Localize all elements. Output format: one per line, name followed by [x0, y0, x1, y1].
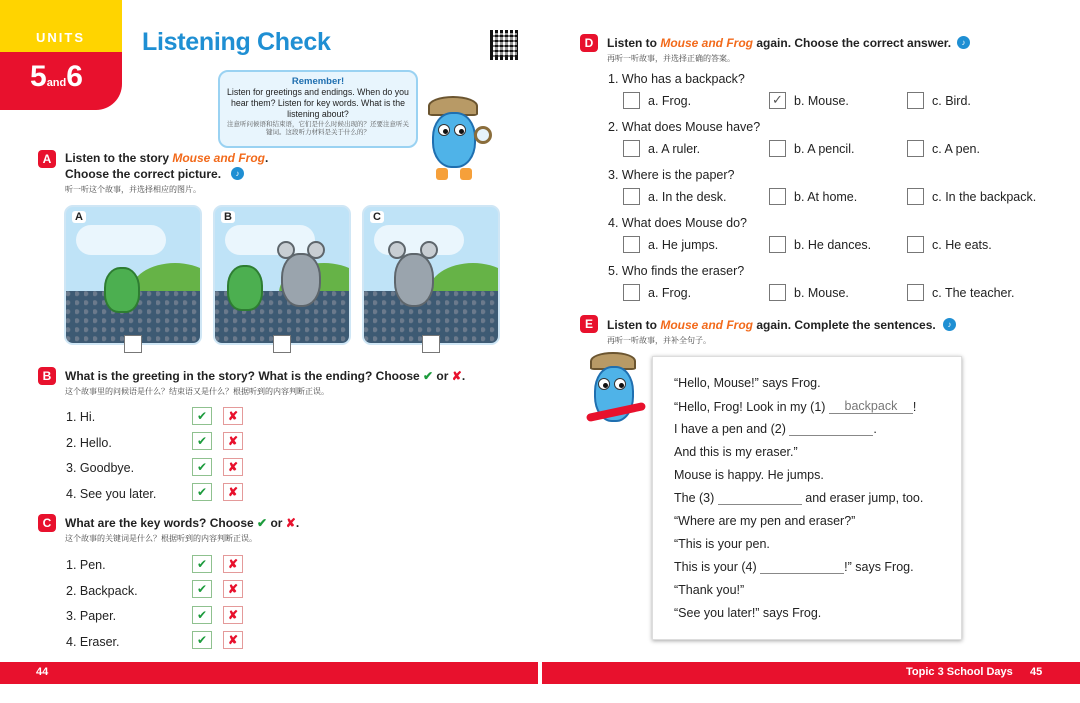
section-c-badge: C — [38, 514, 56, 532]
check-box[interactable]: ✔ — [192, 458, 212, 476]
section-a-chinese: 听一听这个故事，并选择相应的图片。 — [65, 185, 201, 194]
cross-box[interactable]: ✘ — [223, 631, 243, 649]
answer-option-a: a. A ruler. — [648, 142, 701, 156]
remember-bubble — [218, 70, 418, 148]
answer-option-a: a. He jumps. — [648, 238, 719, 252]
story-line: And this is my eraser.” — [674, 445, 798, 459]
units-label: UNITS — [36, 30, 85, 45]
keyword-item: 3. Paper. — [66, 609, 117, 623]
keyword-item: 4. Eraser. — [66, 635, 120, 649]
picture-c-label: C — [370, 211, 384, 223]
units-number: 5and6 — [30, 60, 83, 93]
page-bottom-margin — [0, 684, 1080, 703]
cross-box[interactable]: ✘ — [223, 458, 243, 476]
blank-4[interactable] — [760, 560, 844, 574]
greeting-item: 3. Goodbye. — [66, 461, 135, 475]
cross-box[interactable]: ✘ — [223, 483, 243, 501]
speaker-icon[interactable]: ♪ — [231, 167, 244, 180]
speaker-icon[interactable]: ♪ — [957, 36, 970, 49]
check-box[interactable]: ✔ — [192, 631, 212, 649]
answer-option-c: c. A pen. — [932, 142, 980, 156]
page-number-left: 44 — [36, 666, 49, 678]
section-c-chinese: 这个故事的关键词是什么？根据听到的内容判断正误。 — [65, 534, 257, 543]
question-text: 2. What does Mouse have? — [608, 120, 761, 134]
picture-b-label: B — [221, 211, 235, 223]
footer-divider — [538, 662, 542, 684]
answer-checkbox-b[interactable] — [769, 188, 786, 205]
page-number-right: 45 — [1030, 666, 1043, 678]
picture-a-label: A — [72, 211, 86, 223]
story-line: “Thank you!” — [674, 583, 745, 597]
greeting-item: 1. Hi. — [66, 410, 96, 424]
answer-option-b: b. A pencil. — [794, 142, 855, 156]
cross-box[interactable]: ✘ — [223, 407, 243, 425]
answer-checkbox-c[interactable] — [907, 236, 924, 253]
cross-box[interactable]: ✘ — [223, 555, 243, 573]
answer-option-a: a. Frog. — [648, 94, 692, 108]
blank-3[interactable] — [718, 491, 802, 505]
story-line: This is your (4) !” says Frog. — [674, 560, 914, 574]
explorer-character — [586, 352, 650, 442]
blank-1[interactable]: backpack — [829, 399, 913, 414]
section-e-title: Listen to Mouse and Frog again. Complete the sentences. — [607, 318, 936, 332]
answer-option-a: a. Frog. — [648, 286, 692, 300]
magnifier-icon — [474, 126, 492, 144]
picture-b-checkbox[interactable] — [273, 335, 291, 353]
answer-option-b: b. He dances. — [794, 238, 872, 252]
greeting-item: 2. Hello. — [66, 436, 112, 450]
answer-option-b: b. At home. — [794, 190, 858, 204]
section-d-badge: D — [580, 34, 598, 52]
answer-option-b: b. Mouse. — [794, 286, 849, 300]
question-text: 3. Where is the paper? — [608, 168, 735, 182]
answer-checkbox-c[interactable] — [907, 284, 924, 301]
cross-box[interactable]: ✘ — [223, 580, 243, 598]
question-text: 5. Who finds the eraser? — [608, 264, 745, 278]
answer-checkbox-a[interactable] — [623, 284, 640, 301]
story-line: “Hello, Mouse!” says Frog. — [674, 376, 821, 390]
cross-box[interactable]: ✘ — [223, 606, 243, 624]
check-box[interactable]: ✔ — [192, 555, 212, 573]
answer-option-c: c. Bird. — [932, 94, 971, 108]
answer-checkbox-b[interactable] — [769, 284, 786, 301]
section-a-badge: A — [38, 150, 56, 168]
story-line: “This is your pen. — [674, 537, 770, 551]
section-d-title: Listen to Mouse and Frog again. Choose the correct answer. — [607, 36, 952, 50]
picture-b[interactable] — [213, 205, 351, 345]
section-d-chinese: 再听一听故事，并选择正确的答案。 — [607, 54, 735, 63]
keyword-item: 1. Pen. — [66, 558, 106, 572]
answer-checkbox-b[interactable] — [769, 236, 786, 253]
question-text: 1. Who has a backpack? — [608, 72, 745, 86]
story-line: “See you later!” says Frog. — [674, 606, 822, 620]
section-a-title-line2: Choose the correct picture. — [65, 167, 222, 181]
remember-chinese: 注意听问候语和结束语，它们是什么时候出现的？还要注意听关键词。这段听力材料是关于什么的？ — [227, 121, 409, 136]
section-e-badge: E — [580, 315, 598, 333]
answer-option-c: c. He eats. — [932, 238, 992, 252]
answer-checkbox-a[interactable] — [623, 92, 640, 109]
check-box[interactable]: ✔ — [192, 580, 212, 598]
keyword-item: 2. Backpack. — [66, 584, 138, 598]
answer-option-c: c. In the backpack. — [932, 190, 1037, 204]
answer-checkbox-c[interactable] — [907, 188, 924, 205]
answer-option-b: b. Mouse. — [794, 94, 849, 108]
remember-text: Listen for greetings and endings. When do you hear them? Listen for key words. What is the listening about? — [227, 87, 409, 119]
story-line: “Where are my pen and eraser?” — [674, 514, 856, 528]
picture-a-checkbox[interactable] — [124, 335, 142, 353]
picture-c-checkbox[interactable] — [422, 335, 440, 353]
check-box[interactable]: ✔ — [192, 407, 212, 425]
remember-title: Remember! — [291, 76, 345, 87]
section-b-chinese: 这个故事里的问候语是什么？结束语又是什么？根据听到的内容判断正误。 — [65, 387, 329, 396]
answer-option-a: a. In the desk. — [648, 190, 727, 204]
blank-2[interactable] — [789, 422, 873, 436]
answer-checkbox-b[interactable]: ✓ — [769, 92, 786, 109]
page-title: Listening Check — [142, 28, 331, 56]
answer-checkbox-b[interactable] — [769, 140, 786, 157]
explorer-character — [418, 96, 498, 186]
section-e-chinese: 再听一听故事，并补全句子。 — [607, 336, 711, 345]
picture-a[interactable] — [64, 205, 202, 345]
answer-checkbox-c[interactable] — [907, 92, 924, 109]
greeting-item: 4. See you later. — [66, 487, 157, 501]
answer-checkbox-a[interactable] — [623, 236, 640, 253]
cross-box[interactable]: ✘ — [223, 432, 243, 450]
section-a-title: Listen to the story Mouse and Frog. — [65, 151, 269, 165]
answer-checkbox-a[interactable] — [623, 140, 640, 157]
story-line: “Hello, Frog! Look in my (1) backpack ! — [674, 399, 917, 414]
story-line: Mouse is happy. He jumps. — [674, 468, 824, 482]
picture-c[interactable] — [362, 205, 500, 345]
check-box[interactable]: ✔ — [192, 432, 212, 450]
question-text: 4. What does Mouse do? — [608, 216, 747, 230]
story-line: I have a pen and (2) . — [674, 422, 877, 436]
check-box[interactable]: ✔ — [192, 606, 212, 624]
section-b-badge: B — [38, 367, 56, 385]
footer-topic: Topic 3 School Days — [906, 666, 1013, 678]
speaker-icon[interactable]: ♪ — [943, 318, 956, 331]
answer-checkbox-a[interactable] — [623, 188, 640, 205]
section-c-title: What are the key words? Choose ✔ or ✘. — [65, 516, 300, 530]
answer-option-c: c. The teacher. — [932, 286, 1015, 300]
section-b-title: What is the greeting in the story? What is the ending? Choose ✔ or ✘. — [65, 369, 466, 383]
story-line: The (3) and eraser jump, too. — [674, 491, 924, 505]
qr-code-pattern — [493, 33, 517, 57]
check-box[interactable]: ✔ — [192, 483, 212, 501]
answer-checkbox-c[interactable] — [907, 140, 924, 157]
